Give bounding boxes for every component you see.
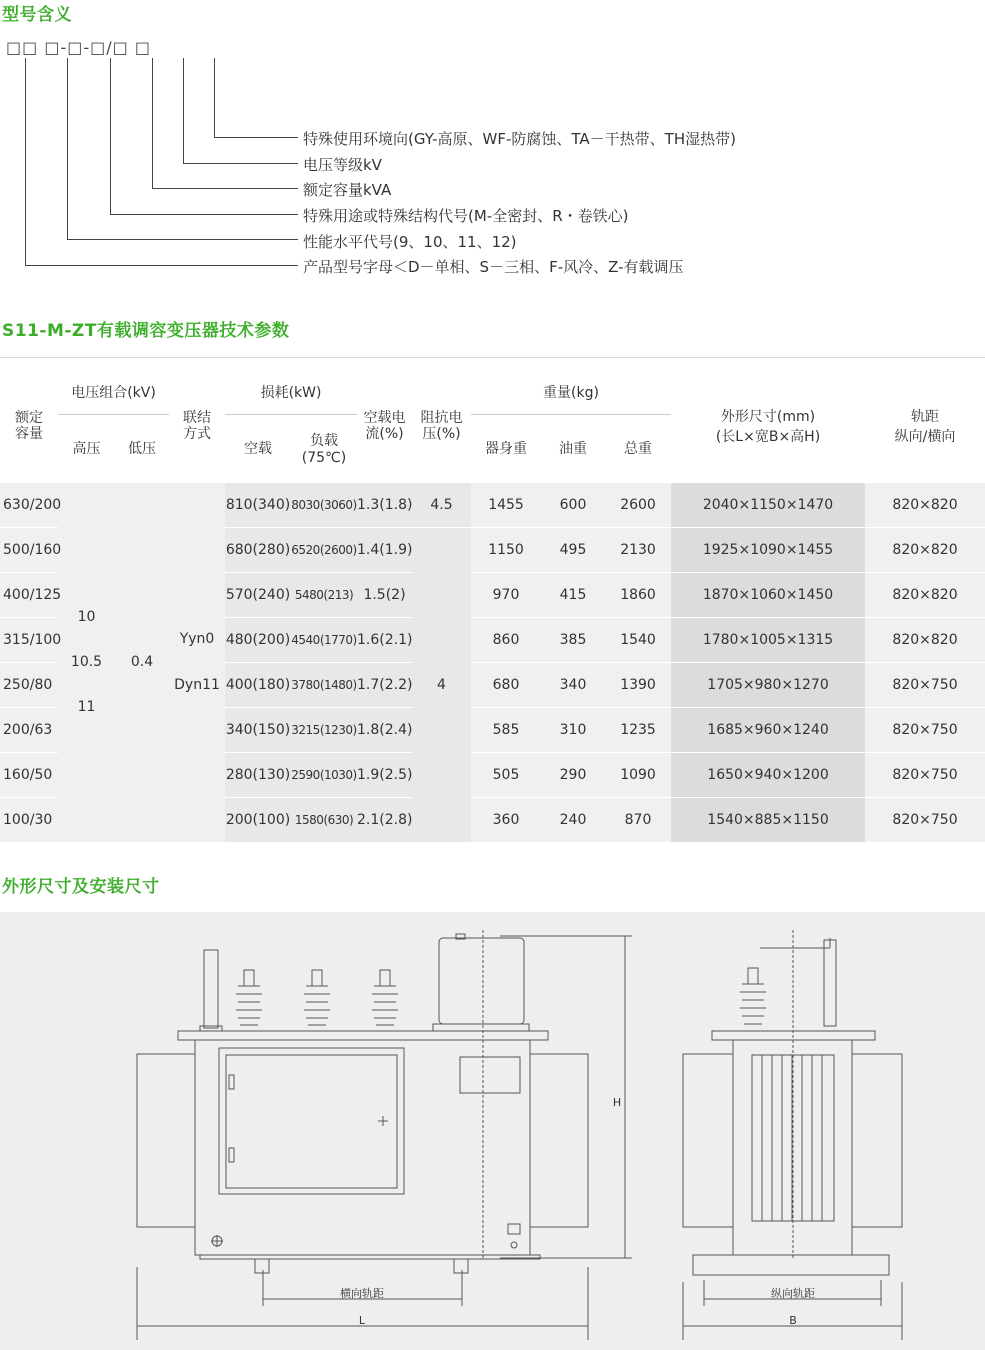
cell-load: 1580(630) [291,797,357,842]
cell-oil-weight: 600 [541,482,605,527]
conservator-base [433,1024,529,1031]
cell-oil-weight: 290 [541,752,605,797]
leader-line [152,58,153,189]
cell-no-load: 340(150) [225,707,291,752]
cell-no-load: 200(100) [225,797,291,842]
oil-level-gauge [204,950,218,1028]
cell-no-load: 810(340) [225,482,291,527]
front-cover-plate [178,1031,548,1040]
nameplate [460,1057,520,1093]
model-code-pattern: □□ □-□-□/□ □ [6,38,151,57]
cell-body-weight: 505 [471,752,541,797]
cell-total-weight: 870 [605,797,671,842]
header-gauge [865,370,985,482]
leader-line [183,58,184,164]
cell-gauge: 820×820 [865,527,985,572]
transformer-outline-drawing [0,912,985,1350]
header-dimensions [671,370,865,482]
cell-current: 1.4(1.9) [357,527,412,572]
cell-oil-weight: 385 [541,617,605,662]
cell-dimensions: 1870×1060×1450 [671,572,865,617]
door-hinge [229,1075,234,1089]
cell-total-weight: 1090 [605,752,671,797]
cell-oil-weight: 495 [541,527,605,572]
cell-gauge: 820×820 [865,482,985,527]
cell-total-weight: 1540 [605,617,671,662]
cell-no-load: 570(240) [225,572,291,617]
header-body-weight: 器身重 [471,414,541,482]
leader-line [25,265,298,266]
header-voltage-combo: 电压组合(kV) [58,370,169,414]
cell-body-weight: 860 [471,617,541,662]
cell-total-weight: 1860 [605,572,671,617]
cell-total-weight: 1235 [605,707,671,752]
header-load [291,414,357,482]
header-impedance: 阻抗电压(%) [412,370,471,482]
cell-load: 6520(2600) [291,527,357,572]
cell-load: 8030(3060) [291,482,357,527]
cell-body-weight: 1150 [471,527,541,572]
header-dimensions-title: 外形尺寸(mm) [720,408,816,425]
valve-knob [511,1242,517,1248]
cell-load: 3780(1480) [291,662,357,707]
cell-dimensions: 1685×960×1240 [671,707,865,752]
cell-dimensions: 2040×1150×1470 [671,482,865,527]
cell-body-weight: 585 [471,707,541,752]
length-extension [137,1267,588,1340]
cell-gauge: 820×750 [865,707,985,752]
front-wheel-right [454,1259,468,1273]
side-view [683,930,902,1340]
conservator-tank [439,938,524,1024]
ground-bolt-cross [211,1235,223,1247]
section-title-model-meaning: 型号含义 [2,5,72,25]
leader-line [152,188,298,189]
cell-capacity: 200/63 [0,707,58,752]
cell-capacity: 630/200 [0,482,58,527]
spec-table [0,370,985,842]
side-bushing [740,968,766,1024]
model-label-performance: 性能水平代号(9、10、11、12) [303,233,517,251]
leader-line [110,214,298,215]
hv-bushing [236,970,262,1025]
cell-oil-weight: 415 [541,572,605,617]
hv-bushing [304,970,330,1025]
cell-current: 1.5(2) [357,572,412,617]
height-label: H [612,1096,622,1109]
leader-line [25,58,26,266]
header-lv: 低压 [115,414,169,482]
cell-current: 1.9(2.5) [357,752,412,797]
side-gauge-label: 纵向轨距 [771,1287,815,1300]
cell-body-weight: 680 [471,662,541,707]
cell-lv-merged: 0.4 [115,482,169,842]
cell-current: 1.6(2.1) [357,617,412,662]
model-label-special-structure: 特殊用途或特殊结构代号(M-全密封、R・卷铁心) [303,207,629,225]
door-handle-icon [378,1116,388,1126]
cell-load: 3215(1230) [291,707,357,752]
header-weight: 重量(kg) [471,370,671,414]
leader-line [67,58,68,240]
divider [0,357,985,358]
cell-total-weight: 2130 [605,527,671,572]
cell-gauge: 820×820 [865,572,985,617]
header-load-title: 负载 [310,433,339,449]
front-gauge-label: 横向轨距 [340,1287,384,1300]
front-view [137,930,632,1340]
section-title-dimensions: 外形尺寸及安装尺寸 [2,877,160,897]
cell-body-weight: 360 [471,797,541,842]
cell-gauge: 820×750 [865,662,985,707]
model-label-product-letters: 产品型号字母＜D－单相、S－三相、F-风冷、Z-有载调压 [303,258,684,276]
side-right-radiator [852,1054,902,1227]
header-dimensions-sub: (长L×宽B×高H) [715,428,821,445]
section-title-tech-params: S11-M-ZT有载调容变压器技术参数 [2,321,290,341]
leader-line [67,239,298,240]
header-hv: 高压 [58,414,115,482]
model-label-capacity: 额定容量kVA [303,181,392,199]
cell-capacity: 400/125 [0,572,58,617]
cell-gauge: 820×820 [865,617,985,662]
cell-no-load: 280(130) [225,752,291,797]
cell-oil-weight: 310 [541,707,605,752]
cell-no-load: 680(280) [225,527,291,572]
side-oil-gauge [824,940,836,1026]
cell-dimensions: 1650×940×1200 [671,752,865,797]
cell-capacity: 250/80 [0,662,58,707]
cell-dimensions: 1705×980×1270 [671,662,865,707]
cell-current: 1.7(2.2) [357,662,412,707]
cell-load: 2590(1030) [291,752,357,797]
cell-capacity: 160/50 [0,752,58,797]
leader-line [214,137,298,138]
hv-bushing [372,970,398,1025]
cell-no-load: 480(200) [225,617,291,662]
front-door-outer [219,1048,404,1194]
header-rated-capacity: 额定容量 [0,370,58,482]
leader-line [110,58,111,215]
side-left-radiator [683,1054,733,1227]
cell-dimensions: 1540×885×1150 [671,797,865,842]
side-base [693,1255,889,1275]
front-right-radiator [530,1054,588,1227]
cell-capacity: 100/30 [0,797,58,842]
cell-capacity: 500/160 [0,527,58,572]
cell-current: 1.8(2.4) [357,707,412,752]
cell-gauge: 820×750 [865,752,985,797]
header-gauge-title: 轨距 [911,408,940,425]
side-fins [762,1055,822,1221]
cell-dimensions: 1780×1005×1315 [671,617,865,662]
header-gauge-sub: 纵向/横向 [894,428,956,445]
cell-load: 5480(213) [291,572,357,617]
length-label: L [358,1314,366,1327]
header-total-weight: 总重 [605,414,671,482]
model-label-environment: 特殊使用环境向(GY-高原、WF-防腐蚀、TA－干热带、TH湿热带) [303,130,736,148]
cell-total-weight: 2600 [605,482,671,527]
cell-oil-weight: 340 [541,662,605,707]
model-label-voltage: 电压等级kV [303,156,382,174]
leader-line [214,58,215,138]
width-label: B [789,1314,797,1327]
cell-gauge: 820×750 [865,797,985,842]
cell-impedance: 4.5 [412,482,471,527]
cell-dimensions: 1925×1090×1455 [671,527,865,572]
header-loss: 损耗(kW) [225,370,357,414]
leader-line [183,163,298,164]
drain-valve [508,1224,520,1234]
side-conservator-pipe [760,938,830,948]
front-base [200,1255,540,1259]
cell-no-load: 400(180) [225,662,291,707]
cell-hv-merged: 10 10.5 11 [58,482,115,842]
cell-connection-merged: Yyn0 Dyn11 [169,482,225,842]
front-left-radiator [137,1054,195,1227]
header-load-temp: (75℃) [301,450,347,466]
header-no-load: 空载 [225,414,291,482]
door-hinge [229,1148,234,1162]
header-connection: 联结方式 [169,370,225,482]
cell-load: 4540(1770) [291,617,357,662]
front-wheel-left [255,1259,269,1273]
cell-impedance-merged: 4 [412,527,471,842]
cell-current: 2.1(2.8) [357,797,412,842]
header-no-load-current: 空载电流(%) [357,370,412,482]
header-oil-weight: 油重 [541,414,605,482]
cell-current: 1.3(1.8) [357,482,412,527]
cell-oil-weight: 240 [541,797,605,842]
cell-total-weight: 1390 [605,662,671,707]
cell-capacity: 315/100 [0,617,58,662]
table-row [0,482,985,527]
cell-body-weight: 970 [471,572,541,617]
cell-body-weight: 1455 [471,482,541,527]
front-door-inner [226,1055,397,1188]
front-tank-body [195,1040,530,1255]
